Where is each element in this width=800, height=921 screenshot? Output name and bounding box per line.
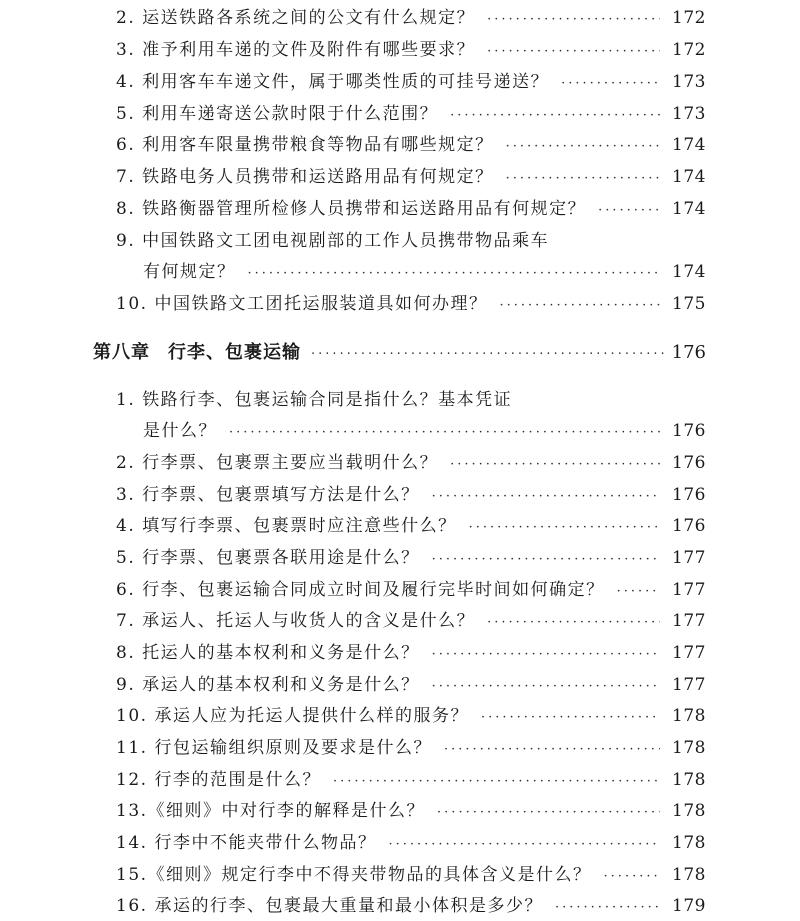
toc-entry-page: 174 bbox=[672, 199, 706, 219]
toc-entry-page: 177 bbox=[672, 580, 706, 600]
toc-entry-page: 176 bbox=[672, 421, 706, 441]
chapter-heading[interactable] bbox=[93, 341, 706, 365]
toc-entry[interactable] bbox=[116, 71, 706, 93]
leader-dots bbox=[388, 834, 660, 856]
toc-entry-text: 11. 行包运输组织原则及要求是什么？ bbox=[116, 738, 432, 758]
toc-entry-continuation[interactable] bbox=[143, 261, 706, 283]
toc-entry-text: 4. 填写行李票、包裹票时应注意些什么？ bbox=[116, 516, 457, 536]
toc-entry[interactable] bbox=[116, 579, 706, 601]
toc-entry-text: 13.《细则》中对行李的解释是什么？ bbox=[116, 801, 426, 821]
toc-entry-page: 178 bbox=[672, 770, 706, 790]
toc-entry-page: 178 bbox=[672, 865, 706, 885]
toc-entry-text: 8. 铁路衡器管理所检修人员携带和运送路用品有何规定？ bbox=[116, 199, 587, 219]
leader-dots bbox=[506, 168, 660, 190]
toc-entry-page: 177 bbox=[672, 643, 706, 663]
toc-entry-text: 10. 中国铁路文工团托运服装道具如何办理？ bbox=[116, 294, 488, 314]
toc-entry-page: 172 bbox=[672, 8, 706, 28]
toc-entry-page: 178 bbox=[672, 833, 706, 853]
toc-entry-text: 1. 铁路行李、包裹运输合同是指什么？基本凭证 bbox=[116, 390, 513, 410]
toc-entry[interactable] bbox=[116, 769, 706, 791]
toc-entry-text: 8. 托运人的基本权利和义务是什么？ bbox=[116, 643, 420, 663]
toc-entry-page: 176 bbox=[672, 485, 706, 505]
toc-entry-page: 175 bbox=[672, 294, 706, 314]
toc-entry[interactable] bbox=[116, 103, 706, 125]
leader-dots bbox=[333, 771, 660, 793]
leader-dots bbox=[437, 802, 660, 824]
toc-entry-page: 179 bbox=[672, 896, 706, 916]
toc-entry-text: 是什么？ bbox=[143, 421, 217, 441]
toc-entry[interactable] bbox=[116, 293, 706, 315]
toc-entry[interactable] bbox=[116, 484, 706, 506]
toc-entry[interactable] bbox=[116, 389, 706, 411]
toc-entry-text: 2. 运送铁路各系统之间的公文有什么规定？ bbox=[116, 8, 476, 28]
toc-entry[interactable] bbox=[116, 674, 706, 696]
toc-entry-text: 2. 行李票、包裹票主要应当载明什么？ bbox=[116, 453, 439, 473]
toc-entry-page: 177 bbox=[672, 548, 706, 568]
toc-entry[interactable] bbox=[116, 230, 706, 252]
toc-entry[interactable] bbox=[116, 642, 706, 664]
toc-entry[interactable] bbox=[116, 134, 706, 156]
leader-dots bbox=[311, 343, 664, 367]
leader-dots bbox=[450, 105, 660, 127]
leader-dots bbox=[450, 454, 660, 476]
toc-entry-text: 10. 承运人应为托运人提供什么样的服务？ bbox=[116, 706, 469, 726]
toc-entry-text: 7. 承运人、托运人与收货人的含义是什么？ bbox=[116, 611, 476, 631]
toc-entry-page: 178 bbox=[672, 738, 706, 758]
chapter-title: 行李、包裹运输 bbox=[168, 342, 301, 363]
leader-dots bbox=[555, 897, 660, 919]
toc-entry-text: 16. 承运的行李、包裹最大重量和最小体积是多少？ bbox=[116, 896, 543, 916]
leader-dots bbox=[432, 644, 660, 666]
toc-entry-text: 3. 行李票、包裹票填写方法是什么？ bbox=[116, 485, 420, 505]
toc-entry-continuation[interactable] bbox=[143, 420, 706, 442]
toc-entry-page: 176 bbox=[672, 453, 706, 473]
toc-entry-page: 178 bbox=[672, 801, 706, 821]
toc-entry-text: 12. 行李的范围是什么？ bbox=[116, 770, 321, 790]
toc-entry-text: 6. 利用客车限量携带粮食等物品有哪些规定？ bbox=[116, 135, 494, 155]
toc-entry-text: 6. 行李、包裹运输合同成立时间及履行完毕时间如何确定？ bbox=[116, 580, 605, 600]
leader-dots bbox=[432, 486, 660, 508]
toc-entry-page: 178 bbox=[672, 706, 706, 726]
leader-dots bbox=[487, 9, 660, 31]
toc-entry-text: 3. 准予利用车递的文件及附件有哪些要求？ bbox=[116, 40, 476, 60]
toc-entry-text: 有何规定？ bbox=[143, 262, 236, 282]
leader-dots bbox=[598, 200, 660, 222]
toc-entry-page: 176 bbox=[672, 516, 706, 536]
toc-entry[interactable] bbox=[116, 515, 706, 537]
toc-entry[interactable] bbox=[116, 198, 706, 220]
toc-entry-page: 174 bbox=[672, 167, 706, 187]
toc-entry[interactable] bbox=[116, 547, 706, 569]
toc-entry-text: 15.《细则》规定行李中不得夹带物品的具体含义是什么？ bbox=[116, 865, 592, 885]
leader-dots bbox=[487, 612, 660, 634]
toc-entry-page: 177 bbox=[672, 611, 706, 631]
leader-dots bbox=[506, 136, 660, 158]
leader-dots bbox=[499, 295, 660, 317]
toc-entry[interactable] bbox=[116, 452, 706, 474]
leader-dots bbox=[617, 581, 660, 603]
toc-entry[interactable] bbox=[116, 864, 706, 886]
toc-entry-text: 9. 中国铁路文工团电视剧部的工作人员携带物品乘车 bbox=[116, 231, 550, 251]
toc-entry[interactable] bbox=[116, 610, 706, 632]
toc-entry[interactable] bbox=[116, 800, 706, 822]
leader-dots bbox=[432, 676, 660, 698]
leader-dots bbox=[561, 73, 660, 95]
leader-dots bbox=[248, 263, 661, 285]
toc-entry-text: 5. 利用车递寄送公款时限于什么范围？ bbox=[116, 104, 439, 124]
toc-entry[interactable] bbox=[116, 895, 706, 917]
toc-entry-text: 14. 行李中不能夹带什么物品？ bbox=[116, 833, 377, 853]
toc-entry[interactable] bbox=[116, 166, 706, 188]
leader-dots bbox=[444, 739, 660, 761]
leader-dots bbox=[487, 41, 660, 63]
toc-entry-text: 4. 利用客车车递文件，属于哪类性质的可挂号递送？ bbox=[116, 72, 550, 92]
toc-entry-text: 9. 承运人的基本权利和义务是什么？ bbox=[116, 675, 420, 695]
toc-entry[interactable] bbox=[116, 737, 706, 759]
toc-entry-page: 172 bbox=[672, 40, 706, 60]
toc-entry-text: 5. 行李票、包裹票各联用途是什么？ bbox=[116, 548, 420, 568]
toc-entry[interactable] bbox=[116, 39, 706, 61]
chapter-number: 第八章 bbox=[93, 342, 150, 363]
leader-dots bbox=[229, 422, 660, 444]
toc-entry[interactable] bbox=[116, 705, 706, 727]
toc-entry-page: 173 bbox=[672, 104, 706, 124]
chapter-page: 176 bbox=[671, 342, 706, 363]
toc-entry-text: 7. 铁路电务人员携带和运送路用品有何规定？ bbox=[116, 167, 494, 187]
leader-dots bbox=[481, 707, 660, 729]
leader-dots bbox=[432, 549, 660, 571]
toc-entry-page: 177 bbox=[672, 675, 706, 695]
toc-entry-page: 173 bbox=[672, 72, 706, 92]
toc-entry[interactable] bbox=[116, 832, 706, 854]
toc-entry-page: 174 bbox=[672, 262, 706, 282]
toc-entry[interactable] bbox=[116, 7, 706, 29]
toc-entry-page: 174 bbox=[672, 135, 706, 155]
leader-dots bbox=[604, 866, 660, 888]
leader-dots bbox=[469, 517, 660, 539]
